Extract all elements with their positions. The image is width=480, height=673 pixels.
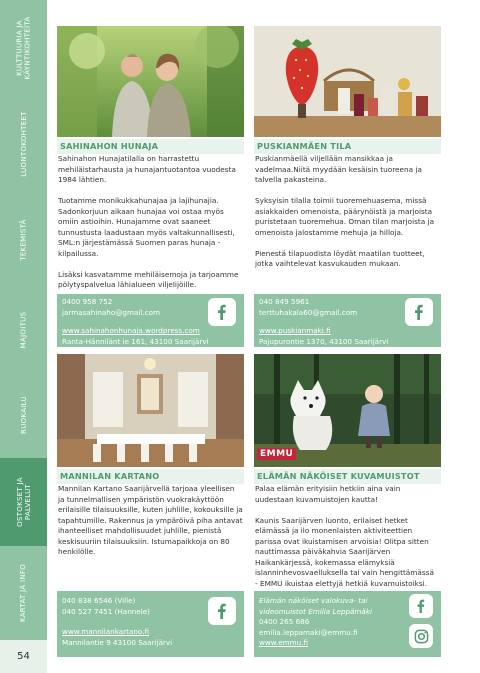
tab-maps-info[interactable]: [0, 546, 47, 640]
card-title: ELÄMÄN NÄKÖISET KUVAMUISTOT: [254, 469, 441, 484]
tab-dining-label: RUOKAILU: [19, 396, 28, 434]
website-link[interactable]: www.mannilankartano.fi: [62, 627, 149, 637]
card-title: SAHINAHON HUNAJA: [57, 139, 244, 154]
tab-accommodation[interactable]: [0, 288, 47, 372]
description-paragraph: Palaa elämän erityisiin hetkiin aina vain uudestaan kuvamuistojen kautta!: [255, 484, 401, 504]
contact-box: [57, 294, 244, 347]
contact-box: [254, 591, 441, 657]
page-number: 54: [0, 640, 47, 673]
website-link[interactable]: www.puskianmaki.fi: [259, 326, 331, 336]
street-address: Pajupurontie 1370, 43100 Saarijärvi: [259, 336, 389, 346]
instagram-icon[interactable]: [409, 624, 433, 648]
email-link[interactable]: jarmasahinaho@gmail.com: [62, 307, 161, 317]
description-paragraph: Puskianmäellä viljellään mansikkaa ja vadelmaa.Niitä myydään kesäisin tuoreena ja talvella pakasteina.: [255, 154, 422, 184]
emmu-logo: EMMU: [257, 448, 296, 460]
facebook-icon[interactable]: [208, 597, 236, 625]
tagline: Elämän näköiset valokuva- tai: [259, 596, 368, 605]
card-mannilan-kartano: [57, 354, 244, 657]
website-link[interactable]: www.emmu.fi: [259, 638, 309, 648]
tab-culture[interactable]: [0, 0, 47, 96]
tagline: videomuistot Emilia Leppämäki: [259, 606, 372, 616]
tab-nature[interactable]: [0, 96, 47, 192]
email-link[interactable]: terttuhakala60@gmail.com: [259, 307, 358, 317]
tab-activities[interactable]: [0, 192, 47, 288]
side-navigation: [0, 0, 47, 673]
card-title: MANNILAN KARTANO: [57, 469, 244, 484]
phone-number[interactable]: 0400 958 752: [62, 297, 113, 306]
website-link[interactable]: www.sahinahonhunaja.wordpress.com: [62, 326, 200, 336]
description-paragraph: Tuotamme monikukkahunajaa ja lajihunajia. Sadonkorjuun aikaan hunajaa voi ostaa myös omiin astioihin. Hunajamme ovat saaneet tunnustusta laadustaan myös valtakunnallisesti, SML:n järjestämässä Suomen paras hunaja -kilpailussa.: [58, 196, 235, 258]
tab-maps-info-label: KARTAT JA INFO: [19, 563, 28, 623]
tab-culture-label: KULTTUURIA JA KÄYNTIKOHTEITA: [15, 16, 32, 80]
tab-activities-label: TEKEMISTÄ: [19, 219, 28, 261]
description-paragraph: Sahinahon Hunajatilalla on harrastettu mehiläistarhausta ja hunajantuotantoa vuodesta 1984 lähtien.: [58, 154, 236, 184]
photo-child-and-dog: [254, 354, 441, 467]
facebook-icon[interactable]: [208, 298, 236, 326]
card-description: [254, 484, 441, 589]
street-address: Ranta-Hännilänt ie 161, 43100 Saarijärvi: [62, 336, 209, 346]
description-paragraph: Lisäksi kasvatamme mehiläisemoja ja tarjoamme pölytyspalvelua lähialueen viljelijöille.: [58, 269, 239, 289]
facebook-icon[interactable]: [405, 298, 433, 326]
phone-number[interactable]: 040 838 6546 (Ville): [62, 596, 136, 605]
phone-number[interactable]: 040 527 7451 (Hannele): [62, 606, 150, 616]
contact-box: [57, 591, 244, 657]
description-paragraph: Mannilan Kartano Saarijärvellä tarjoaa yleellisen ja tunnelmallisen ympäristön vuokrakäyttöön erilaisille tilaisuuksille, kuten juhlille, kokouksille ja tapahtumille. Rakennus ja ympäröivä piha antavat ihanteelliset mahdollisuudet juhlille, pienistä keskisuuriin tilaisuuksiin. Istumapaikkoja on 80 henkilölle.: [58, 484, 243, 556]
phone-number[interactable]: 0400 265 686: [259, 617, 310, 627]
tab-shopping-services-label: OSTOKSET JA PALVELUT: [15, 477, 32, 527]
description-paragraph: Syksyisin tilalla toimii tuoremehuasema, missä asiakkaiden omenoista, päärynöistä ja marjoista puristetaan tuoremehua. Oman tilan marjoista ja omenoista jalostamme mehuja ja hilloja.: [255, 196, 435, 237]
tab-shopping-services[interactable]: [0, 458, 47, 546]
card-elaman-nakoiset: [254, 354, 441, 657]
description-paragraph: - EMMU ikuistaa elettyjä hetkiä kuvamuistoiksi.: [255, 578, 428, 588]
card-sahinahon-hunaja: [57, 26, 244, 347]
phone-number[interactable]: 040 849 5961: [259, 297, 310, 306]
tab-accommodation-label: MAJOITUS: [19, 311, 28, 349]
email-link[interactable]: emilia.leppamaki@emmu.fi: [259, 627, 358, 637]
description-paragraph: Kaunis Saarijärven luonto, erilaiset hetket elämässä ja ilo monenlaisten aktiviteettien parissa ovat ikuistamisen arvoisia! Olitpa sitten nauttimassa päiväkahvia Saarijärven Haikankärjessä, kokemassa elämyksiä islanninhevosvaelluksella tai vain hengittämässä: [255, 515, 434, 577]
photo-manor-hall: [57, 354, 244, 467]
street-address: Mannilantie 9 43100 Saarijärvi: [62, 637, 173, 647]
description-paragraph: Pienestä tilapuodista löydät maatilan tuotteet, jotka vaihtelevat kasvukauden mukaan.: [255, 248, 425, 268]
photo-farm-products: [254, 26, 441, 137]
card-description: [57, 484, 244, 558]
card-title: PUSKIANMÄEN TILA: [254, 139, 441, 154]
card-description: [57, 154, 244, 291]
tab-nature-label: LUONTOKOHTEET: [19, 111, 28, 177]
card-puskianmaen-tila: [254, 26, 441, 347]
contact-box: [254, 294, 441, 347]
card-description: [254, 154, 441, 270]
tab-dining[interactable]: [0, 372, 47, 458]
facebook-icon[interactable]: [409, 594, 433, 618]
photo-beekeepers: [57, 26, 244, 137]
